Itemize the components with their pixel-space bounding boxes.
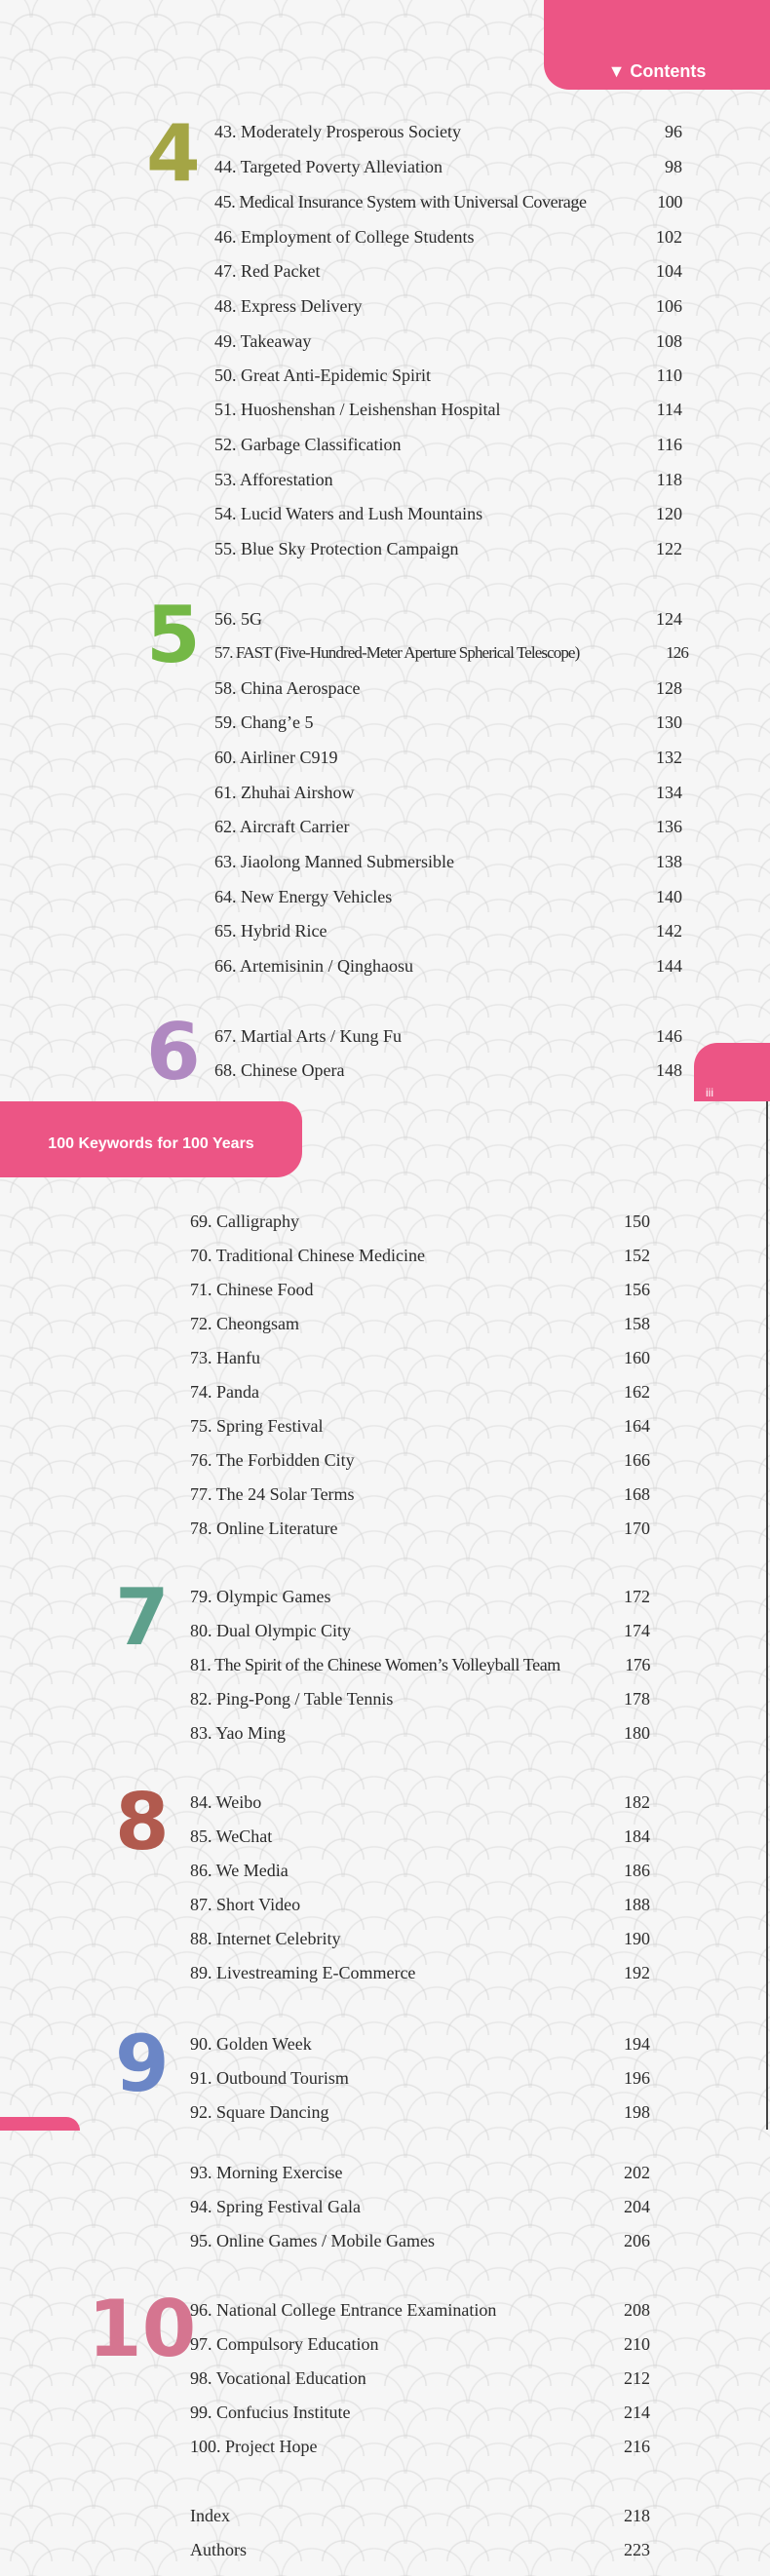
- chapter-number-8: 8: [115, 1777, 170, 1867]
- toc-entry-page: 156: [624, 1280, 650, 1299]
- toc-entry-title: 79. Olympic Games: [190, 1587, 331, 1606]
- toc-entry-page: 166: [624, 1450, 650, 1470]
- toc-entry-title: Authors: [190, 2540, 247, 2559]
- toc-entry-title: 52. Garbage Classification: [214, 435, 402, 454]
- toc-entry-title: 92. Square Dancing: [190, 2102, 329, 2122]
- toc-entry[interactable]: [190, 2431, 650, 2462]
- toc-entry[interactable]: [214, 255, 682, 287]
- toc-entry[interactable]: [214, 950, 682, 981]
- toc-entry[interactable]: [190, 1717, 650, 1749]
- toc-entry[interactable]: [190, 1855, 650, 1886]
- toc-entry[interactable]: [214, 811, 682, 842]
- toc-entry-page: 130: [656, 712, 682, 732]
- toc-entry-page: 208: [624, 2300, 650, 2320]
- toc-entry-page: 152: [624, 1246, 650, 1265]
- toc-entry[interactable]: [190, 1581, 650, 1612]
- toc-entry-title: 56. 5G: [214, 609, 262, 629]
- toc-entry-title: 62. Aircraft Carrier: [214, 817, 350, 836]
- toc-entry[interactable]: [214, 637, 688, 669]
- toc-entry-page: 218: [624, 2506, 650, 2525]
- toc-entry-title: 71. Chinese Food: [190, 1280, 314, 1299]
- toc-entry[interactable]: [214, 777, 682, 808]
- toc-entry-page: 134: [656, 783, 682, 802]
- book-title-tab: [0, 1101, 302, 1177]
- toc-entry[interactable]: [214, 673, 682, 704]
- toc-entry-page: 194: [624, 2034, 650, 2054]
- toc-entry-page: 178: [624, 1689, 650, 1709]
- toc-entry-page: 174: [624, 1621, 650, 1640]
- toc-entry-title: 46. Employment of College Students: [214, 227, 475, 247]
- toc-entry[interactable]: [190, 2096, 650, 2128]
- toc-entry[interactable]: [214, 881, 682, 912]
- toc-entry-page: 146: [656, 1026, 682, 1046]
- toc-entry-title: 95. Online Games / Mobile Games: [190, 2231, 435, 2250]
- toc-entry[interactable]: [190, 1479, 650, 1510]
- toc-entry[interactable]: [190, 1376, 650, 1407]
- toc-entry-title: 100. Project Hope: [190, 2437, 318, 2456]
- toc-entry-title: 99. Confucius Institute: [190, 2403, 351, 2422]
- toc-entry-title: 91. Outbound Tourism: [190, 2068, 349, 2088]
- toc-entry-page: 100: [657, 192, 682, 211]
- toc-entry-title: 76. The Forbidden City: [190, 1450, 355, 1470]
- toc-entry-title: 58. China Aerospace: [214, 678, 361, 698]
- toc-entry[interactable]: [190, 1649, 650, 1680]
- toc-entry-page: 162: [624, 1382, 650, 1402]
- book-title: 100 Keywords for 100 Years: [48, 1135, 254, 1152]
- toc-entry-page: 170: [624, 1519, 650, 1538]
- toc-entry[interactable]: [190, 1787, 650, 1818]
- toc-entry-page: 108: [656, 331, 682, 351]
- chapter-number-10: 10: [88, 2284, 197, 2374]
- toc-entry-title: 93. Morning Exercise: [190, 2163, 343, 2182]
- toc-entry[interactable]: [214, 464, 682, 495]
- toc-entry-page: 206: [624, 2231, 650, 2250]
- toc-entry-title: 89. Livestreaming E-Commerce: [190, 1963, 416, 1982]
- toc-entry-page: 148: [656, 1060, 682, 1080]
- toc-entry-page: 102: [656, 227, 682, 247]
- toc-entry-title: 83. Yao Ming: [190, 1723, 287, 1743]
- toc-entry-title: 67. Martial Arts / Kung Fu: [214, 1026, 402, 1046]
- toc-entry[interactable]: [190, 1444, 650, 1476]
- toc-entry[interactable]: [214, 533, 682, 564]
- toc-entry-page: 210: [624, 2334, 650, 2354]
- toc-entry-page: 114: [656, 400, 682, 419]
- toc-entry-page: 138: [656, 852, 682, 871]
- toc-entry[interactable]: [214, 915, 682, 946]
- toc-entry-page: 98: [665, 157, 682, 176]
- chapter-number-5: 5: [146, 590, 201, 680]
- page-edge-tab: [0, 2117, 80, 2131]
- toc-entry-title: 70. Traditional Chinese Medicine: [190, 1246, 425, 1265]
- toc-entry[interactable]: [190, 1308, 650, 1339]
- toc-entry-page: 158: [624, 1314, 650, 1333]
- toc-entry-title: 98. Vocational Education: [190, 2368, 366, 2388]
- contents-label: ▼ Contents: [607, 61, 707, 81]
- toc-entry-title: 74. Panda: [190, 1382, 259, 1402]
- toc-entry-page: 104: [656, 261, 682, 281]
- toc-entry-page: 188: [624, 1895, 650, 1914]
- toc-entry-page: 186: [624, 1861, 650, 1880]
- toc-entry[interactable]: [214, 186, 682, 217]
- toc-entry-page: 150: [624, 1211, 650, 1231]
- toc-entry[interactable]: [214, 290, 682, 322]
- contents-tab[interactable]: [544, 0, 770, 90]
- toc-entry[interactable]: [214, 1055, 682, 1086]
- toc-entry-title: 75. Spring Festival: [190, 1416, 324, 1436]
- toc-entry[interactable]: [214, 498, 682, 529]
- toc-entry-title: 64. New Energy Vehicles: [214, 887, 393, 906]
- toc-entry-title: 96. National College Entrance Examination: [190, 2300, 497, 2320]
- chapter-number-9: 9: [115, 2019, 170, 2109]
- toc-entry[interactable]: [214, 742, 682, 773]
- toc-entry-title: 59. Chang’e 5: [214, 712, 314, 732]
- toc-entry-title: 69. Calligraphy: [190, 1211, 299, 1231]
- toc-entry-page: 190: [624, 1929, 650, 1948]
- toc-entry-title: 77. The 24 Solar Terms: [190, 1484, 355, 1504]
- toc-entry[interactable]: [214, 1020, 682, 1052]
- toc-entry-title: 88. Internet Celebrity: [190, 1929, 341, 1948]
- toc-entry-page: 96: [665, 122, 682, 141]
- toc-entry-page: 196: [624, 2068, 650, 2088]
- toc-entry-page: 118: [656, 470, 682, 489]
- toc-entry-page: 110: [656, 365, 682, 385]
- toc-entry[interactable]: [190, 1342, 650, 1373]
- toc-entry-title: 61. Zhuhai Airshow: [214, 783, 355, 802]
- toc-entry-title: 82. Ping-Pong / Table Tennis: [190, 1689, 394, 1709]
- toc-entry-page: 160: [624, 1348, 650, 1367]
- toc-entry-title: 44. Targeted Poverty Alleviation: [214, 157, 443, 176]
- page-number: iii: [706, 1086, 713, 1099]
- toc-entry-title: 51. Huoshenshan / Leishenshan Hospital: [214, 400, 501, 419]
- toc-entry-title: 49. Takeaway: [214, 331, 312, 351]
- toc-entry[interactable]: [214, 394, 682, 425]
- toc-entry-title: 45. Medical Insurance System with Universal Coverage: [214, 192, 587, 211]
- toc-entry-page: 216: [624, 2437, 650, 2456]
- toc-entry-page: 204: [624, 2197, 650, 2216]
- chapter-number-7: 7: [115, 1572, 170, 1663]
- toc-entry-page: 176: [625, 1655, 650, 1674]
- toc-entry-title: 65. Hybrid Rice: [214, 921, 327, 941]
- toc-entry[interactable]: [190, 2397, 650, 2428]
- toc-entry-page: 140: [656, 887, 682, 906]
- toc-entry-page: 180: [624, 1723, 650, 1743]
- toc-entry[interactable]: [190, 1889, 650, 1920]
- toc-entry-title: 54. Lucid Waters and Lush Mountains: [214, 504, 483, 523]
- toc-entry[interactable]: [214, 360, 682, 391]
- toc-entry-title: 60. Airliner C919: [214, 748, 338, 767]
- page-number-tab: [694, 1043, 770, 1101]
- toc-entry[interactable]: [214, 116, 682, 147]
- toc-entry-page: 128: [656, 678, 682, 698]
- toc-entry[interactable]: [190, 2157, 650, 2188]
- toc-entry-title: 63. Jiaolong Manned Submersible: [214, 852, 454, 871]
- toc-entry-title: 80. Dual Olympic City: [190, 1621, 351, 1640]
- toc-entry-authors[interactable]: [190, 2534, 650, 2565]
- toc-entry-page: 164: [624, 1416, 650, 1436]
- toc-entry[interactable]: [190, 1513, 650, 1544]
- toc-entry[interactable]: [190, 1410, 650, 1442]
- toc-entry[interactable]: [190, 1206, 650, 1237]
- toc-entry-page: 182: [624, 1792, 650, 1812]
- toc-entry[interactable]: [214, 707, 682, 738]
- chapter-number-6: 6: [146, 1007, 201, 1097]
- toc-entry[interactable]: [190, 1274, 650, 1305]
- toc-entry-title: 94. Spring Festival Gala: [190, 2197, 361, 2216]
- toc-entry-page: 184: [624, 1826, 650, 1846]
- toc-entry-index[interactable]: [190, 2500, 650, 2531]
- toc-entry-page: 172: [624, 1587, 650, 1606]
- toc-entry[interactable]: [190, 1683, 650, 1714]
- toc-entry-title: 81. The Spirit of the Chinese Women’s Volleyball Team: [190, 1655, 560, 1674]
- toc-entry[interactable]: [190, 1821, 650, 1852]
- toc-entry-page: 126: [666, 643, 688, 662]
- toc-entry-title: 73. Hanfu: [190, 1348, 260, 1367]
- toc-entry-page: 106: [656, 296, 682, 316]
- toc-entry-page: 120: [656, 504, 682, 523]
- toc-entry-title: 84. Weibo: [190, 1792, 262, 1812]
- toc-entry[interactable]: [190, 2363, 650, 2394]
- toc-entry-page: 168: [624, 1484, 650, 1504]
- toc-entry-page: 116: [656, 435, 682, 454]
- toc-entry-page: 192: [624, 1963, 650, 1982]
- toc-entry-page: 144: [656, 956, 682, 976]
- toc-entry-page: 214: [624, 2403, 650, 2422]
- toc-entry[interactable]: [190, 2328, 650, 2360]
- toc-entry-title: 68. Chinese Opera: [214, 1060, 345, 1080]
- toc-entry-page: 122: [656, 539, 682, 558]
- toc-entry-title: 72. Cheongsam: [190, 1314, 299, 1333]
- toc-entry[interactable]: [214, 429, 682, 460]
- toc-entry-page: 124: [656, 609, 682, 629]
- toc-entry[interactable]: [190, 1615, 650, 1646]
- toc-entry-title: 50. Great Anti-Epidemic Spirit: [214, 365, 431, 385]
- toc-entry-title: 47. Red Packet: [214, 261, 321, 281]
- toc-entry[interactable]: [190, 2028, 650, 2059]
- toc-entry-title: 53. Afforestation: [214, 470, 333, 489]
- toc-entry-page: 223: [624, 2540, 650, 2559]
- toc-entry-title: Index: [190, 2506, 230, 2525]
- toc-entry[interactable]: [190, 2294, 650, 2326]
- toc-entry-page: 212: [624, 2368, 650, 2388]
- toc-entry-title: 87. Short Video: [190, 1895, 301, 1914]
- toc-entry-title: 48. Express Delivery: [214, 296, 363, 316]
- chapter-number-4: 4: [146, 108, 201, 199]
- toc-entry-page: 132: [656, 748, 682, 767]
- toc-entry[interactable]: [190, 2225, 650, 2256]
- toc-entry-page: 198: [624, 2102, 650, 2122]
- toc-entry-page: 136: [656, 817, 682, 836]
- toc-entry[interactable]: [214, 846, 682, 877]
- toc-entry-title: 85. WeChat: [190, 1826, 273, 1846]
- toc-entry-title: 78. Online Literature: [190, 1519, 338, 1538]
- toc-entry-title: 86. We Media: [190, 1861, 289, 1880]
- toc-entry-page: 142: [656, 921, 682, 941]
- toc-entry-page: 202: [624, 2163, 650, 2182]
- toc-entry-title: 97. Compulsory Education: [190, 2334, 379, 2354]
- toc-entry[interactable]: [190, 2062, 650, 2094]
- toc-entry-title: 66. Artemisinin / Qinghaosu: [214, 956, 413, 976]
- toc-entry[interactable]: [214, 221, 682, 252]
- toc-entry-title: 43. Moderately Prosperous Society: [214, 122, 461, 141]
- toc-entry[interactable]: [214, 151, 682, 182]
- toc-entry[interactable]: [190, 2191, 650, 2222]
- toc-entry-title: 90. Golden Week: [190, 2034, 312, 2054]
- toc-entry-title: 57. FAST (Five-Hundred-Meter Aperture Spherical Telescope): [214, 643, 580, 662]
- toc-entry[interactable]: [214, 603, 682, 634]
- toc-entry[interactable]: [190, 1957, 650, 1988]
- toc-entry-title: 55. Blue Sky Protection Campaign: [214, 539, 459, 558]
- toc-entry[interactable]: [214, 326, 682, 357]
- toc-entry[interactable]: [190, 1240, 650, 1271]
- toc-entry[interactable]: [190, 1923, 650, 1954]
